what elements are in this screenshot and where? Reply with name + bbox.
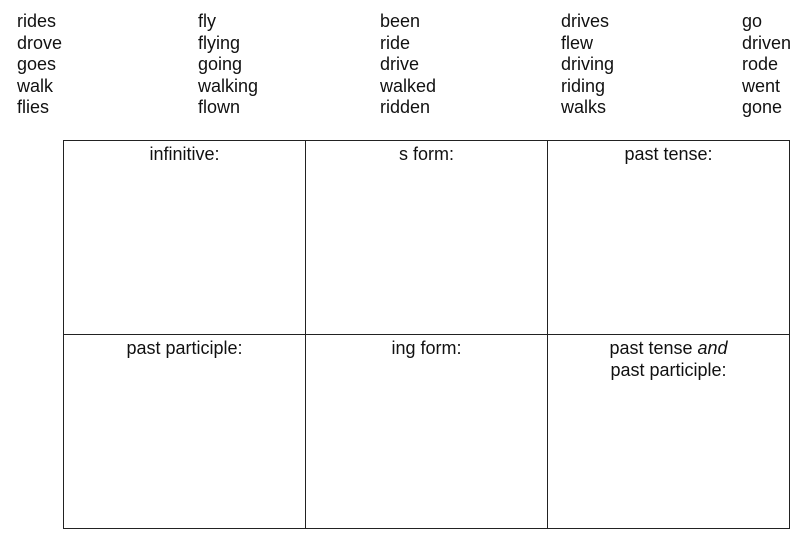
word-item: go [742,11,763,31]
word-bank-column-3 [380,11,436,119]
word-item: flew [561,32,594,53]
s-form-cell [306,141,548,335]
word-item: riding [561,75,606,96]
word-bank-column-1 [17,11,62,119]
past-tense-cell [548,141,790,335]
grid-row [64,141,790,335]
past-tense-and-participle-cell [548,335,790,529]
word-item: flies [17,97,50,117]
word-item: been [380,11,421,31]
past-tense-and-participle-label [548,335,789,381]
word-item: walked [380,75,437,96]
word-item: drove [17,32,63,53]
word-bank-column-4 [561,11,614,119]
word-item: walk [17,75,54,96]
word-item: gone [742,97,783,117]
word-item: fly [198,11,216,31]
infinitive-cell [64,141,306,335]
verb-form-grid [63,140,790,529]
word-item: walks [561,97,607,117]
word-item: rode [742,54,779,74]
word-item: going [198,54,243,74]
word-item: ride [380,32,411,53]
word-item: ridden [380,97,431,117]
past-participle-cell [64,335,306,529]
combined-label-emphasis: and [697,338,728,358]
ing-form-label: ing form: [391,338,462,358]
word-item: went [742,75,781,96]
word-bank-column-5 [742,11,791,119]
grid-row [64,335,790,529]
word-bank-column-2 [198,11,258,119]
word-item: driving [561,54,615,74]
word-item: goes [17,54,57,74]
word-item: rides [17,11,57,31]
infinitive-label: infinitive: [149,144,220,164]
past-tense-label: past tense: [624,144,713,164]
word-item: walking [198,75,259,96]
word-item: flying [198,32,241,53]
s-form-label: s form: [398,144,454,164]
word-item: drive [380,54,420,74]
word-item: drives [561,11,610,31]
word-item: driven [742,32,792,53]
word-bank [0,0,808,130]
combined-label-part2: past participle: [610,360,727,380]
ing-form-cell [306,335,548,529]
past-participle-label: past participle: [126,338,243,358]
combined-label-part1: past tense [609,338,698,358]
word-item: flown [198,97,241,117]
